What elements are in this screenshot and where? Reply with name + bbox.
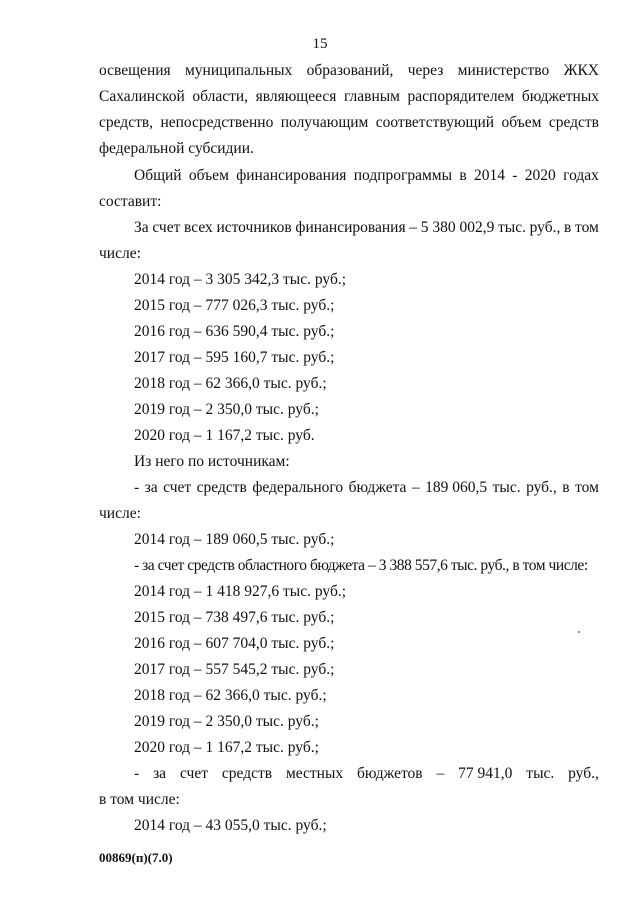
word: 2020: [524, 167, 556, 184]
word: объем: [188, 167, 229, 184]
word: тыс.: [526, 765, 555, 782]
word: тыс.: [492, 479, 521, 496]
word: непосредственно: [160, 114, 274, 131]
word: За: [134, 219, 149, 236]
scan-speck: [578, 631, 580, 633]
word: счет: [179, 765, 208, 782]
regional-line1: - за счет средств областного бюджета – 3 388 557,6 тыс. руб., в том числе:: [134, 557, 588, 574]
local-year-2014: 2014 год – 43 055,0 тыс. руб.;: [134, 817, 327, 834]
word: в: [564, 219, 572, 236]
word: 5 380 002,9: [420, 219, 495, 236]
total-year-2019: 2019 год – 2 350,0 тыс. руб.;: [134, 401, 319, 418]
word: счет: [152, 219, 181, 236]
word: средств: [221, 765, 273, 782]
word: счет: [163, 479, 192, 496]
document-code: 00869(п)(7.0): [99, 850, 173, 865]
word: муниципальных: [184, 62, 293, 79]
word: распорядителем: [407, 88, 515, 105]
local-line2: в том числе:: [99, 791, 180, 808]
word: соответствующий: [375, 114, 495, 131]
word: руб.,: [568, 765, 599, 782]
word: годах: [563, 167, 599, 184]
total-year-2020: 2020 год – 1 167,2 тыс. руб.: [134, 427, 315, 444]
word: 189 060,5: [425, 479, 488, 496]
federal-year-2014: 2014 год – 189 060,5 тыс. руб.;: [134, 531, 335, 548]
word: области,: [192, 88, 249, 105]
word: ЖКХ: [563, 62, 599, 79]
para2-line2: составит:: [99, 193, 162, 210]
total-line2: числе:: [99, 245, 141, 262]
word: в: [459, 167, 467, 184]
regional-year-2016: 2016 год – 607 704,0 тыс. руб.;: [134, 635, 335, 652]
word: являющееся: [255, 88, 337, 105]
total-year-2018: 2018 год – 62 366,0 тыс. руб.;: [134, 375, 327, 392]
sources-intro: Из него по источникам:: [134, 453, 290, 470]
word: главным: [343, 88, 400, 105]
word: тыс.: [498, 219, 526, 236]
word: всех: [184, 219, 213, 236]
word: бюджетов: [357, 765, 423, 782]
para2-line1: [134, 167, 599, 185]
word: через: [407, 62, 444, 79]
federal-line2: числе:: [99, 505, 141, 522]
word: –: [409, 219, 418, 236]
word: средств,: [99, 114, 154, 131]
word: том: [575, 219, 599, 236]
word: бюджета: [348, 479, 407, 496]
word: за: [153, 765, 167, 782]
total-year-2016: 2016 год – 636 590,4 тыс. руб.;: [134, 323, 335, 340]
para1-line1: [99, 62, 599, 80]
total-line1: [134, 219, 599, 237]
word: –: [436, 765, 445, 782]
word: средств: [196, 479, 247, 496]
regional-year-2019: 2019 год – 2 350,0 тыс. руб.;: [134, 713, 319, 730]
word: руб.,: [526, 479, 557, 496]
total-year-2017: 2017 год – 595 160,7 тыс. руб.;: [134, 349, 335, 366]
word: Общий: [134, 167, 182, 184]
regional-year-2015: 2015 год – 738 497,6 тыс. руб.;: [134, 609, 335, 626]
word: за: [144, 479, 158, 496]
word: бюджетных: [521, 88, 599, 105]
para1-line3: [99, 114, 599, 132]
word: местных: [285, 765, 344, 782]
word: -: [134, 479, 140, 496]
regional-year-2014: 2014 год – 1 418 927,6 тыс. руб.;: [134, 583, 347, 600]
regional-year-2018: 2018 год – 62 366,0 тыс. руб.;: [134, 687, 327, 704]
federal-line1: [134, 479, 599, 497]
word: -: [512, 167, 518, 184]
total-year-2014: 2014 год – 3 305 342,3 тыс. руб.;: [134, 271, 347, 288]
word: том: [575, 479, 599, 496]
word: в: [562, 479, 570, 496]
total-year-2015: 2015 год – 777 026,3 тыс. руб.;: [134, 297, 335, 314]
word: источников: [216, 219, 292, 236]
para1-line2: [99, 88, 599, 106]
word: средств: [548, 114, 599, 131]
regional-year-2017: 2017 год – 557 545,2 тыс. руб.;: [134, 661, 335, 678]
word: образований,: [306, 62, 394, 79]
para1-line4: федеральной субсидии.: [99, 140, 254, 157]
word: получающим: [280, 114, 369, 131]
word: подпрограммы: [353, 167, 453, 184]
word: -: [134, 765, 140, 782]
word: федерального: [252, 479, 344, 496]
word: освещения: [99, 62, 171, 79]
word: 77 941,0: [458, 765, 513, 782]
word: Сахалинской: [99, 88, 185, 105]
word: финансирования: [236, 167, 347, 184]
word: финансирования: [295, 219, 406, 236]
regional-year-2020: 2020 год – 1 167,2 тыс. руб.;: [134, 739, 319, 756]
word: объем: [501, 114, 542, 131]
word: руб.,: [529, 219, 561, 236]
word: министерство: [457, 62, 550, 79]
word: –: [411, 479, 420, 496]
word: 2014: [473, 167, 505, 184]
page-number: 15: [312, 36, 328, 52]
local-line1: [134, 765, 599, 783]
